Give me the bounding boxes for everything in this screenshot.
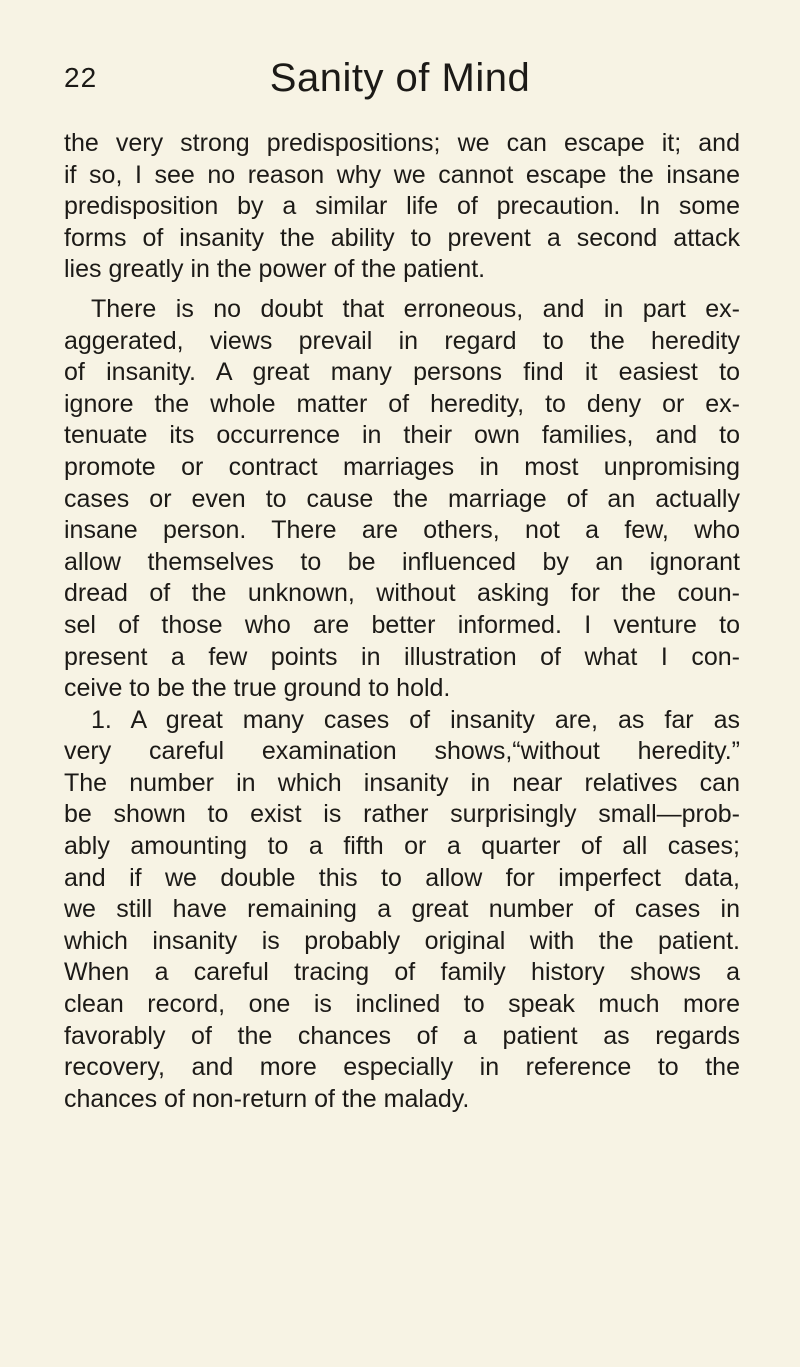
text-line: insane person. There are others, not a few, who xyxy=(64,516,740,545)
paragraph xyxy=(64,705,740,1116)
text-line: lies greatly in the power of the patient. xyxy=(64,255,486,284)
paragraph xyxy=(64,294,740,705)
text-line: ably amounting to a fifth or a quarter of all cases; xyxy=(64,832,740,861)
text-line: be shown to exist is rather surprisingly small—prob- xyxy=(64,800,740,829)
text-line: very careful examination shows,“without heredity.” xyxy=(64,737,740,766)
text-line: The number in which insanity in near relatives can xyxy=(64,768,740,797)
text-line: tenuate its occurrence in their own families, and to xyxy=(64,421,740,450)
text-line: allow themselves to be influenced by an ignorant xyxy=(64,547,740,576)
text-line: forms of insanity the ability to prevent a second attack xyxy=(64,223,740,252)
text-line: sel of those who are better informed. I venture to xyxy=(64,610,740,639)
body-text xyxy=(64,128,740,1115)
text-line: 1. A great many cases of insanity are, as far as xyxy=(91,705,740,734)
text-line: dread of the unknown, without asking for the coun- xyxy=(64,579,740,608)
text-line: if so, I see no reason why we cannot escape the insane xyxy=(64,160,740,189)
text-line: promote or contract marriages in most unpromising xyxy=(64,452,740,481)
page-header xyxy=(50,56,750,106)
text-line: cases or even to cause the marriage of an actually xyxy=(64,484,740,513)
text-line: ceive to be the true ground to hold. xyxy=(64,674,451,703)
text-line: ignore the whole matter of heredity, to deny or ex- xyxy=(64,389,740,418)
page-number: 22 xyxy=(64,62,98,93)
text-line: There is no doubt that erroneous, and in part ex- xyxy=(91,294,740,323)
text-line: recovery, and more especially in reference to the xyxy=(64,1053,740,1082)
text-line: favorably of the chances of a patient as regards xyxy=(64,1021,740,1050)
text-line: aggerated, views prevail in regard to the heredity xyxy=(64,326,740,355)
text-line: clean record, one is inclined to speak much more xyxy=(64,990,740,1019)
text-line: When a careful tracing of family history shows a xyxy=(64,958,740,987)
running-title: Sanity of Mind xyxy=(269,56,531,100)
text-line: we still have remaining a great number of cases in xyxy=(64,895,740,924)
text-line: and if we double this to allow for imperfect data, xyxy=(64,863,740,892)
text-line: present a few points in illustration of what I con- xyxy=(64,642,740,671)
text-line: predisposition by a similar life of precaution. In some xyxy=(64,192,740,221)
paragraph xyxy=(64,128,740,286)
text-line: the very strong predispositions; we can escape it; and xyxy=(64,129,740,157)
text-line: of insanity. A great many persons find it easiest to xyxy=(64,358,740,387)
text-line: which insanity is probably original with the patient. xyxy=(64,926,740,955)
text-line: chances of non-return of the malady. xyxy=(64,1084,470,1113)
